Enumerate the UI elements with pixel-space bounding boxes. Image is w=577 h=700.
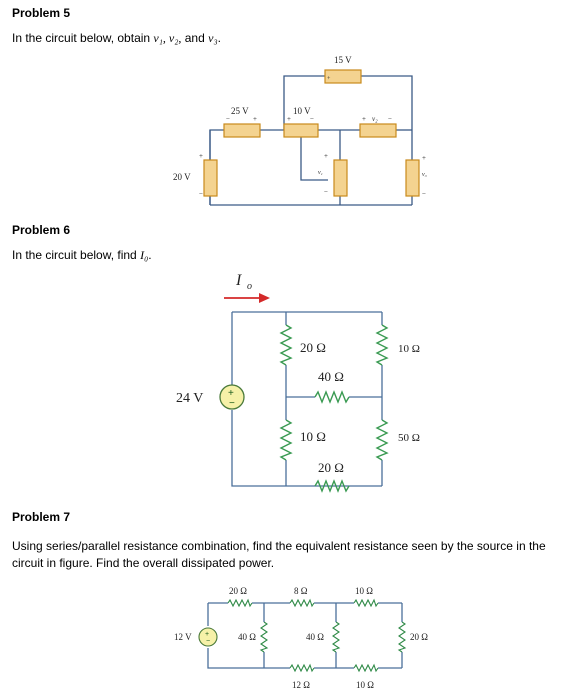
minus-12v: −: [206, 638, 211, 645]
label-12v: 12 V: [174, 632, 192, 642]
plus-v3: +: [422, 154, 426, 162]
label-v3: v₃: [422, 172, 427, 178]
label-r-bot2: 10 Ω: [356, 680, 374, 690]
label-15v: 15 V: [334, 55, 352, 65]
problem6-text-pre: In the circuit below, find: [12, 248, 141, 262]
label-20v: 20 V: [173, 172, 191, 182]
resistor-20-ohm-left: [281, 325, 291, 365]
element-v3-box: [406, 160, 419, 196]
resistor-10-ohm-right: [377, 325, 387, 365]
label-io-sub: o: [247, 281, 252, 292]
label-r-top1: 20 Ω: [229, 586, 247, 596]
resistor-20-ohm-top: [228, 600, 252, 606]
label-r5: 10 Ω: [398, 343, 420, 355]
resistor-50-ohm-right: [377, 420, 387, 460]
resistor-20-ohm-bottom: [315, 481, 349, 491]
problem6-text-post: .: [148, 248, 152, 262]
problem5-text-mid: and: [181, 31, 209, 45]
resistor-10-ohm-top: [354, 600, 378, 606]
label-r6: 50 Ω: [398, 432, 420, 444]
label-r2: 40 Ω: [318, 369, 344, 384]
label-v2: v₂: [372, 115, 378, 123]
label-10v: 10 V: [293, 106, 311, 116]
resistor-10-ohm-bottom: [354, 665, 378, 671]
label-r-bot1: 12 Ω: [292, 680, 310, 690]
label-r-right: 20 Ω: [410, 632, 428, 642]
minus-v1: −: [324, 188, 328, 196]
label-io: I: [236, 272, 242, 289]
minus-v3: −: [422, 190, 426, 198]
resistor-40-ohm-middle: [333, 622, 339, 652]
source-15v-box: [325, 70, 361, 83]
problem5-heading: Problem 5: [12, 6, 71, 20]
resistor-8-ohm-top: [290, 600, 314, 606]
problem7-circuit: [174, 586, 428, 690]
plus-12v: +: [205, 631, 210, 638]
problem5-text-post: .: [217, 31, 221, 45]
label-24v: 24 V: [176, 391, 204, 406]
label-25v: 25 V: [231, 106, 249, 116]
plus-10v: +: [287, 115, 291, 123]
label-r4: 20 Ω: [318, 460, 344, 475]
resistor-40-ohm-left: [261, 622, 267, 652]
resistor-10-ohm-left: [281, 420, 291, 460]
element-v2-box: [360, 124, 396, 137]
problem5-text-pre: In the circuit below, obtain: [12, 31, 154, 45]
problem6-heading: Problem 6: [12, 223, 71, 237]
label-r-mid2: 40 Ω: [306, 632, 324, 642]
problem5-var3: v₃: [208, 31, 218, 45]
resistor-20-ohm-right: [399, 622, 405, 652]
problem5-circuit: [173, 55, 427, 205]
label-r3: 10 Ω: [300, 429, 326, 444]
problem5-vars: v₁, v₂,: [153, 31, 182, 45]
minus-24v: −: [229, 398, 235, 409]
source-10v-box: [284, 124, 318, 137]
problem7-statement-line2: circuit in figure. Find the overall dissipated power.: [12, 556, 275, 570]
label-r-top2: 8 Ω: [294, 586, 308, 596]
minus-25v: −: [226, 115, 230, 123]
plus-v1: +: [324, 152, 328, 160]
plus-24v: +: [228, 388, 234, 399]
source-25v-box: [224, 124, 260, 137]
minus-v2: −: [388, 115, 392, 123]
resistor-12-ohm-bottom: [290, 665, 314, 671]
label-v1: v₁: [318, 170, 323, 176]
minus-10v: −: [310, 115, 314, 123]
element-v1-box: [334, 160, 347, 196]
plus-25v: +: [253, 115, 257, 123]
plus-20v: +: [199, 152, 203, 160]
plus-v2: +: [362, 115, 366, 123]
problem7-heading: Problem 7: [12, 510, 71, 524]
label-r-top3: 10 Ω: [355, 586, 373, 596]
problem6-circuit: [176, 272, 420, 491]
problem6-var: I₀: [140, 248, 149, 262]
problem7-statement-line1: Using series/parallel resistance combination, find the equivalent resistance seen by the source in the: [12, 539, 546, 553]
label-r-mid1: 40 Ω: [238, 632, 256, 642]
source-20v-box: [204, 160, 217, 196]
io-arrow-head: [259, 293, 270, 303]
plus-15v: +: [327, 76, 331, 82]
minus-20v: −: [199, 190, 203, 198]
resistor-40-ohm-middle: [315, 392, 349, 402]
label-r1: 20 Ω: [300, 340, 326, 355]
